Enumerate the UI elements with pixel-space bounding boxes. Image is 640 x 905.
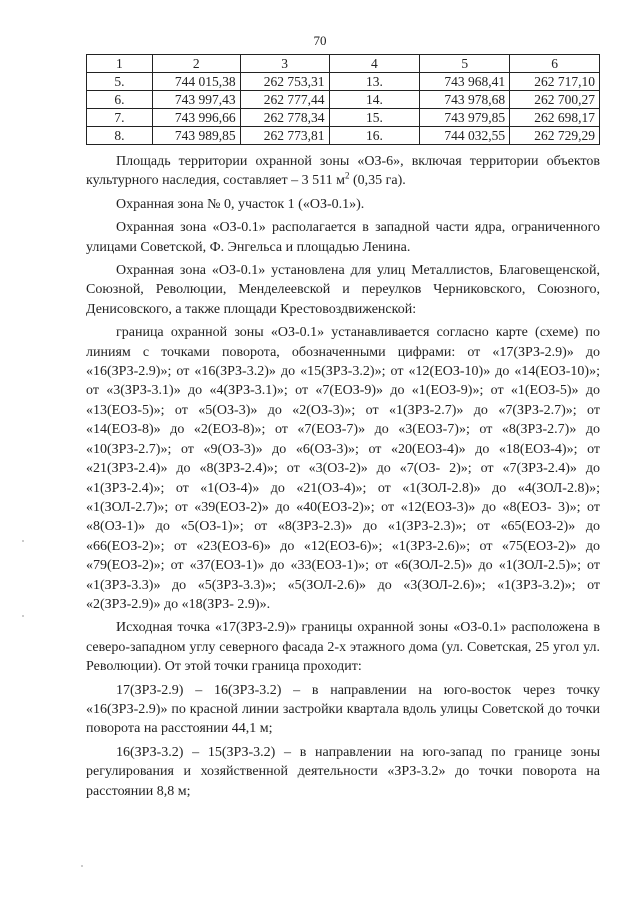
coordinate-y: 262 700,27 bbox=[510, 91, 600, 109]
scan-speck bbox=[22, 615, 24, 617]
streets-paragraph: Охранная зона «ОЗ-0.1» установлена для улиц Металлистов, Благовещенской, Союзной, Революции, Менделеевской и переулков Черниковского, Союзного, Денисовского, а также площади Крестовоздвиженской: bbox=[86, 263, 600, 317]
point-number: 15. bbox=[329, 109, 420, 127]
document-body bbox=[86, 152, 600, 801]
coordinate-x: 744 032,55 bbox=[420, 127, 510, 145]
segment-paragraph: 16(ЗРЗ-3.2) – 15(ЗРЗ-3.2) – в направлении на юго-запад по границе зоны регулирования и хозяйственной деятельности «ЗРЗ-3.2» до точки поворота на расстоянии 8,8 м; bbox=[86, 744, 600, 799]
scan-speck bbox=[22, 540, 24, 542]
coordinate-x: 743 989,85 bbox=[152, 127, 240, 145]
coordinate-x: 743 968,41 bbox=[420, 73, 510, 91]
point-number: 14. bbox=[329, 91, 420, 109]
coordinate-y: 262 717,10 bbox=[510, 73, 600, 91]
coordinate-y: 262 778,34 bbox=[240, 109, 329, 127]
table-row bbox=[87, 73, 600, 91]
point-number: 16. bbox=[329, 127, 420, 145]
coordinate-y: 262 773,81 bbox=[240, 127, 329, 145]
column-header: 1 bbox=[87, 55, 153, 73]
coordinate-x: 743 978,68 bbox=[420, 91, 510, 109]
column-header: 6 bbox=[510, 55, 600, 73]
column-header: 2 bbox=[152, 55, 240, 73]
coordinate-y: 262 753,31 bbox=[240, 73, 329, 91]
coordinate-y: 262 698,17 bbox=[510, 109, 600, 127]
table-row bbox=[87, 127, 600, 145]
point-number: 6. bbox=[87, 91, 153, 109]
area-paragraph bbox=[86, 152, 600, 191]
coordinate-y: 262 729,29 bbox=[510, 127, 600, 145]
point-number: 7. bbox=[87, 109, 153, 127]
table-row bbox=[87, 91, 600, 109]
area-text-end: (0,35 га). bbox=[349, 173, 406, 189]
point-number: 13. bbox=[329, 73, 420, 91]
segment-paragraph: 17(ЗРЗ-2.9) – 16(ЗРЗ-3.2) – в направлении на юго-восток через точку «16(ЗРЗ-2.9)» по красной линии застройки квартала вдоль улицы Советской до точки поворота на расстоянии 44,1 м; bbox=[86, 682, 600, 737]
area-unit-exponent: 2 bbox=[344, 170, 350, 181]
point-number: 5. bbox=[87, 73, 153, 91]
column-header: 3 bbox=[240, 55, 329, 73]
table-row bbox=[87, 109, 600, 127]
location-paragraph: Охранная зона «ОЗ-0.1» располагается в западной части ядра, ограниченного улицами Советской, Ф. Энгельса и площадью Ленина. bbox=[86, 220, 600, 255]
column-header: 5 bbox=[420, 55, 510, 73]
coordinate-x: 744 015,38 bbox=[152, 73, 240, 91]
boundary-paragraph: граница охранной зоны «ОЗ-0.1» устанавливается согласно карте (схеме) по линиям с точками поворота, обозначенными цифрами: от «17(ЗРЗ-2.9)» до «16(ЗРЗ-2.9)»; от «16(ЗРЗ-3.2)» до «15(ЗРЗ-3.2)»; от «12(ЕОЗ-10)» до «14(ЕОЗ-10)»; от «3(ЗРЗ-3.1)» до «4(ЗРЗ-3.1)»; от «7(ЕОЗ-9)» до «1(ЕОЗ-9)»; от «1(ЕОЗ-5)» до «13(ЕОЗ-5)»; от «5(ОЗ-3)» до «2(ОЗ-3)»; от «1(ЗРЗ-2.7)» до «7(ЗРЗ-2.7)»; от «14(ЕОЗ-8)» до «2(ЕОЗ-8)»; от «7(ЕОЗ-7)» до «3(ЕОЗ-7)»; от «8(ЗРЗ-2.7)» до «10(ЗРЗ-2.7)»; от «9(ОЗ-3)» до «6(ОЗ-3)»; от «20(ЕОЗ-4)» до «18(ЕОЗ-4)»; от «21(ЗРЗ-2.4)» до «8(ЗРЗ-2.4)»; от «3(ОЗ-2)» до «7(ОЗ- 2)»; от «7(ЗРЗ-2.4)» до «1(ЗРЗ-2.4)»; от «1(ОЗ-4)» до «21(ОЗ-4)»; от «1(ЗОЛ-2.8)» до «4(ЗОЛ-2.8)»; «1(ЗОЛ-2.7)»; от «39(ЕОЗ-2)» до «40(ЕОЗ-2)»; от «12(ЕОЗ-3)» до «8(ЕОЗ- 3)»; от «8(ОЗ-1)» до «5(ОЗ-1)»; от «8(ЗРЗ-2.3)» до «1(ЗРЗ-2.3)»; от «65(ЕОЗ-2)» до «66(ЕОЗ-2)»; от «23(ЕОЗ-6)» до «12(ЕОЗ-6)»; «1(ЗРЗ-2.6)»; от «75(ЕОЗ-2)» до «79(ЕОЗ-2)»; от «37(ЕОЗ-1)» до «33(ЕОЗ-1)»; от «6(ЗОЛ-2.5)» до «1(ЗОЛ-2.5)»; от «1(ЗРЗ-3.3)» до «5(ЗРЗ-3.3)»; «5(ЗОЛ-2.6)» до «3(ЗОЛ-2.6)»; «1(ЗРЗ-3.2)»; от «2(ЗРЗ-2.9)» до «18(ЗРЗ- 2.9)». bbox=[86, 325, 600, 612]
table-header-row bbox=[87, 55, 600, 73]
coordinate-y: 262 777,44 bbox=[240, 91, 329, 109]
scan-speck bbox=[81, 865, 83, 867]
column-header: 4 bbox=[329, 55, 420, 73]
coordinate-x: 743 997,43 bbox=[152, 91, 240, 109]
area-text: Площадь территории охранной зоны «ОЗ-6», включая территории объектов культурного наследия, составляет – 3 511 м bbox=[86, 154, 600, 189]
coordinates-table bbox=[86, 54, 600, 145]
start-point-paragraph: Исходная точка «17(ЗРЗ-2.9)» границы охранной зоны «ОЗ-0.1» расположена в северо-западном углу северного фасада 2-х этажного дома (ул. Советская, 25 угол ул. Революции). От этой точки граница проходит: bbox=[86, 620, 600, 675]
coordinate-x: 743 996,66 bbox=[152, 109, 240, 127]
page-number: 70 bbox=[313, 33, 327, 48]
zone-title: Охранная зона № 0, участок 1 («ОЗ-0.1»). bbox=[116, 196, 365, 212]
coordinate-x: 743 979,85 bbox=[420, 109, 510, 127]
point-number: 8. bbox=[87, 127, 153, 145]
